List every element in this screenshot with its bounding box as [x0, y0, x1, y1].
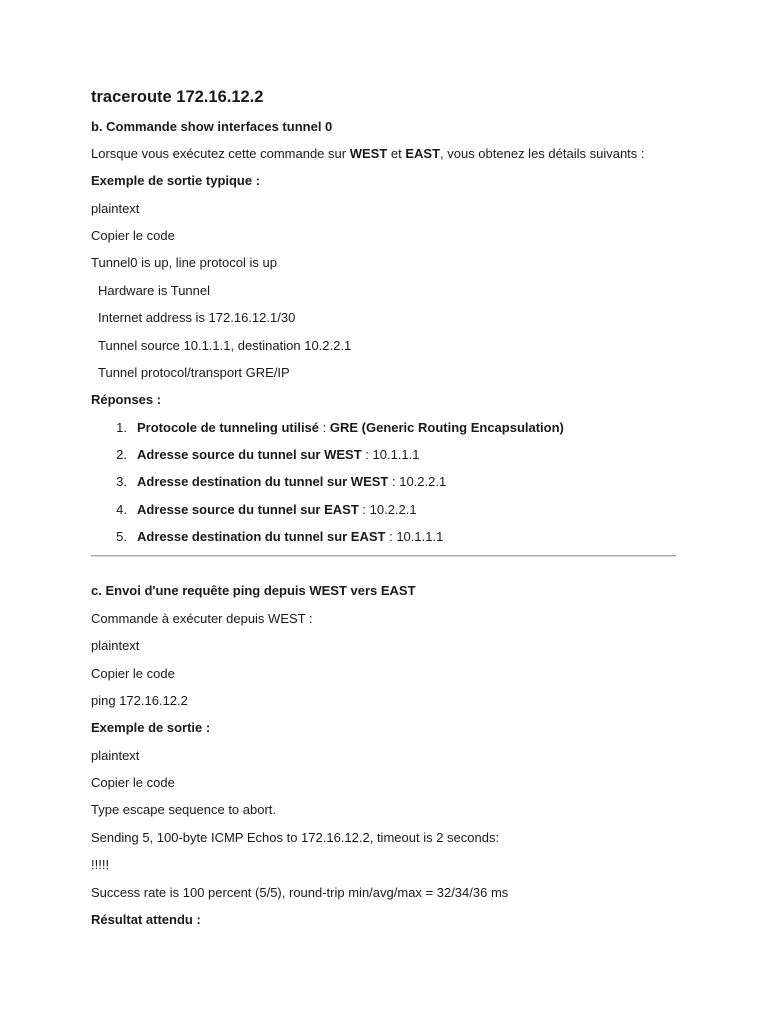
- example-label: Exemple de sortie :: [91, 720, 211, 735]
- answer-label: Protocole de tunneling utilisé: [137, 420, 320, 435]
- answers-label: Réponses :: [91, 392, 162, 407]
- section-b-title: b. Commande show interfaces tunnel 0: [91, 119, 333, 134]
- answer-separator: :: [388, 474, 400, 489]
- intro-suffix: , vous obtenez les détails suivants :: [440, 146, 645, 161]
- command-label: Commande à exécuter depuis WEST :: [91, 611, 313, 626]
- answer-label: Adresse destination du tunnel sur WEST: [137, 474, 389, 489]
- answer-value: 10.1.1.1: [372, 447, 420, 462]
- code-language-label: plaintext: [91, 638, 140, 653]
- answer-value: 10.2.2.1: [399, 474, 447, 489]
- output-line: Sending 5, 100-byte ICMP Echos to 172.16.12.2, timeout is 2 seconds:: [91, 830, 500, 845]
- intro-east: EAST: [405, 146, 441, 161]
- output-line: Hardware is Tunnel: [98, 283, 210, 298]
- output-line: Internet address is 172.16.12.1/30: [98, 310, 296, 325]
- answer-separator: :: [361, 447, 373, 462]
- example-label: Exemple de sortie typique :: [91, 173, 261, 188]
- answer-label: Adresse source du tunnel sur WEST: [137, 447, 362, 462]
- answer-number: 1.: [116, 420, 127, 435]
- answer-number: 2.: [116, 447, 127, 462]
- answer-separator: :: [358, 502, 370, 517]
- output-line: Tunnel source 10.1.1.1, destination 10.2.2.1: [98, 338, 352, 353]
- output-line: Tunnel protocol/transport GRE/IP: [98, 365, 290, 380]
- output-line: !!!!!: [91, 857, 110, 872]
- answer-value: GRE (Generic Routing Encapsulation): [329, 420, 564, 435]
- ping-command: ping 172.16.12.2: [91, 693, 188, 708]
- answer-number: 3.: [116, 474, 127, 489]
- output-line: Tunnel0 is up, line protocol is up: [91, 255, 277, 270]
- answer-number: 4.: [116, 502, 127, 517]
- page-heading: traceroute 172.16.12.2: [91, 88, 264, 106]
- section-divider: [91, 555, 676, 557]
- answer-value: 10.2.2.1: [369, 502, 417, 517]
- answer-value: 10.1.1.1: [396, 529, 444, 544]
- section-b-intro: [91, 145, 645, 163]
- answer-separator: :: [385, 529, 397, 544]
- answer-label: Adresse source du tunnel sur EAST: [137, 502, 359, 517]
- output-line: Type escape sequence to abort.: [91, 802, 277, 817]
- answer-label: Adresse destination du tunnel sur EAST: [137, 529, 386, 544]
- code-language-label: plaintext: [91, 748, 140, 763]
- output-line: Success rate is 100 percent (5/5), round-trip min/avg/max = 32/34/36 ms: [91, 885, 509, 900]
- answer-separator: :: [319, 420, 330, 435]
- intro-mid: et: [387, 146, 406, 161]
- code-language-label: plaintext: [91, 201, 140, 216]
- result-label: Résultat attendu :: [91, 912, 201, 927]
- intro-west: WEST: [349, 146, 388, 161]
- copy-code-link[interactable]: Copier le code: [91, 228, 175, 243]
- section-c-title: c. Envoi d'une requête ping depuis WEST vers EAST: [91, 583, 416, 598]
- intro-prefix: Lorsque vous exécutez cette commande sur: [91, 146, 350, 161]
- copy-code-link[interactable]: Copier le code: [91, 666, 175, 681]
- copy-code-link[interactable]: Copier le code: [91, 775, 175, 790]
- answer-number: 5.: [116, 529, 127, 544]
